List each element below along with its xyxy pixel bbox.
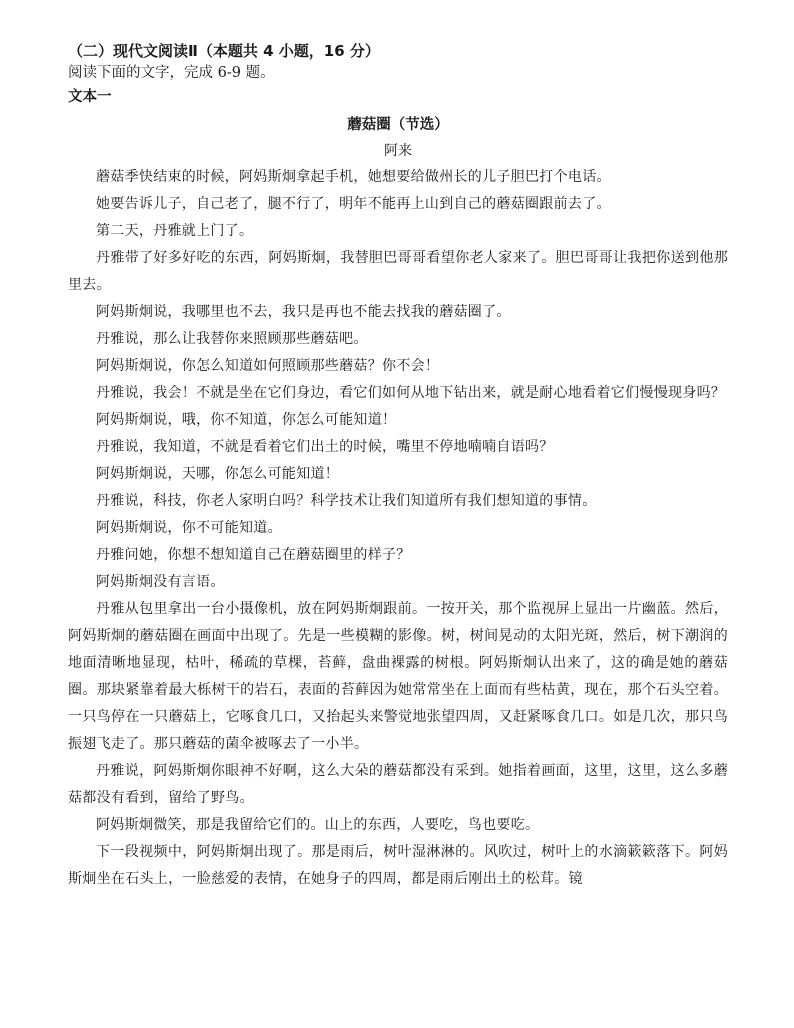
reading-instruction: 阅读下面的文字，完成 6-9 题。 (68, 65, 275, 81)
document-page (68, 40, 728, 893)
section-title: （二）现代文阅读Ⅱ（本题共 4 小题，16 分） (68, 42, 380, 60)
paragraph: 丹雅说，那么让我替你来照顾那些蘑菇吧。 (96, 331, 368, 347)
paragraph: 第二天，丹雅就上门了。 (96, 223, 254, 239)
paragraph: 她要告诉儿子，自己老了，腿不行了，明年不能再上山到自己的蘑菇圈跟前去了。 (96, 196, 611, 212)
article-author: 阿来 (384, 143, 412, 159)
paragraph: 丹雅问她，你想不想知道自己在蘑菇圈里的样子？ (96, 547, 411, 563)
article-title: 蘑菇圈（节选） (347, 117, 449, 133)
paragraph: 丹雅从包里拿出一台小摄像机，放在阿妈斯炯跟前。一按开关，那个监视屏上显出一片幽蓝。然后，阿妈斯炯的蘑菇圈在画面中出现了。先是一些模糊的影像。树，树间晃动的太阳光斑，然后，树下潮润的地面清晰地显现，枯叶，稀疏的草棵，苔藓，盘曲裸露的树根。阿妈斯炯认出来了，这的确是她的蘑菇圈。那块紧靠着最大栎树干的岩石，表面的苔藓因为她常常坐在上面而有些枯黄，现在，那个石头空着。一只鸟停在一只蘑菇上，它啄食几口，又抬起头来警觉地张望四周，又赶紧啄食几口。如是几次，那只鸟振翅飞走了。那只蘑菇的菌伞被啄去了一小半。 (68, 601, 728, 752)
paragraph: 阿妈斯炯没有言语。 (96, 574, 225, 590)
paragraph: 阿妈斯炯说，哦，你不知道，你怎么可能知道！ (96, 412, 397, 428)
article-body (68, 164, 728, 893)
paragraph: 丹雅说，科技，你老人家明白吗？科学技术让我们知道所有我们想知道的事情。 (96, 493, 597, 509)
paragraph: 下一段视频中，阿妈斯炯出现了。那是雨后，树叶湿淋淋的。风吹过，树叶上的水滴簌簌落下。阿妈斯炯坐在石头上，一脸慈爱的表情，在她身子的四周，都是雨后刚出土的松茸。镜 (68, 844, 728, 887)
paragraph: 丹雅说，我知道，不就是看着它们出土的时候，嘴里不停地喃喃自语吗？ (96, 439, 554, 455)
paragraph: 阿妈斯炯说，天哪，你怎么可能知道！ (96, 466, 340, 482)
paragraph: 蘑菇季快结束的时候，阿妈斯炯拿起手机，她想要给做州长的儿子胆巴打个电话。 (96, 169, 611, 185)
paragraph: 阿妈斯炯说，我哪里也不去，我只是再也不能去找我的蘑菇圈了。 (96, 304, 511, 320)
paragraph: 阿妈斯炯说，你怎么知道如何照顾那些蘑菇？你不会！ (96, 358, 440, 374)
paragraph: 丹雅带了好多好吃的东西，阿妈斯炯，我替胆巴哥哥看望你老人家来了。胆巴哥哥让我把你送到他那里去。 (68, 250, 728, 293)
paragraph: 丹雅说，阿妈斯炯你眼神不好啊，这么大朵的蘑菇都没有采到。她指着画面，这里，这里，这么多蘑菇都没有看到，留给了野鸟。 (68, 763, 728, 806)
paragraph: 阿妈斯炯说，你不可能知道。 (96, 520, 282, 536)
text-one-label: 文本一 (68, 89, 112, 105)
paragraph: 丹雅说，我会！不就是坐在它们身边，看它们如何从地下钻出来，就是耐心地看着它们慢慢现身吗？ (96, 385, 726, 401)
paragraph: 阿妈斯炯微笑，那是我留给它们的。山上的东西，人要吃，鸟也要吃。 (96, 817, 540, 833)
